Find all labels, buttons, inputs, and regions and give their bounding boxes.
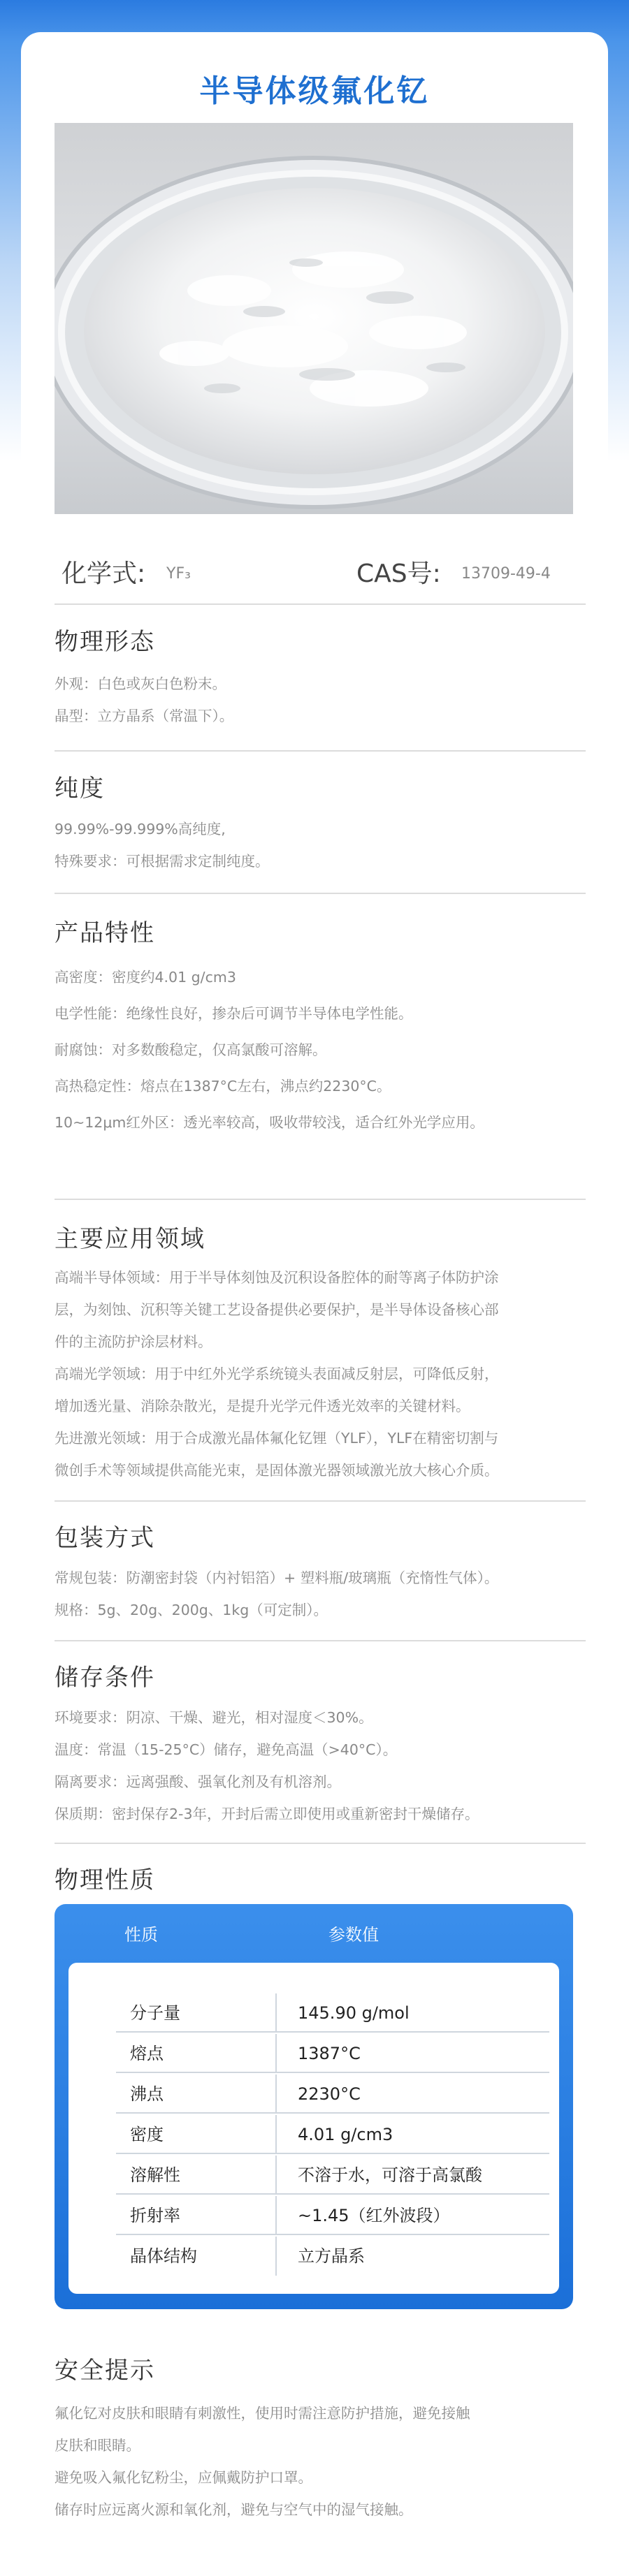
storage-line: 隔离要求：远离强酸、强氧化剂及有机溶剂。 xyxy=(55,1773,341,1790)
features-line: 电学性能：绝缘性良好，掺杂后可调节半导体电学性能。 xyxy=(55,1005,413,1022)
table-cell-value: ~1.45（红外波段） xyxy=(298,2206,450,2225)
divider xyxy=(55,1199,586,1200)
table-cell-value: 4.01 g/cm3 xyxy=(298,2125,393,2144)
section-title-properties: 物理性质 xyxy=(55,1866,155,1894)
table-cell-property: 分子量 xyxy=(116,1993,277,2033)
applications-line: 高端半导体领域：用于半导体刻蚀及沉积设备腔体的耐等离子体防护涂 xyxy=(55,1269,499,1286)
table-cell-value: 145.90 g/mol xyxy=(298,2003,410,2023)
formula-value: YF₃ xyxy=(166,565,191,583)
table-cell-property: 密度 xyxy=(116,2115,277,2154)
content-card xyxy=(21,32,608,2576)
packaging-line: 常规包装：防潮密封袋（内衬铝箔）+ 塑料瓶/玻璃瓶（充惰性气体）。 xyxy=(55,1569,499,1586)
divider xyxy=(55,750,586,752)
divider xyxy=(55,1640,586,1641)
features-line: 高热稳定性：熔点在1387°C左右，沸点约2230°C。 xyxy=(55,1078,391,1095)
table-cell-property: 折射率 xyxy=(116,2196,277,2235)
section-title-form: 物理形态 xyxy=(55,628,155,656)
section-title-packaging: 包装方式 xyxy=(55,1524,155,1552)
formula-label: 化学式: xyxy=(62,559,146,588)
form-line: 外观：白色或灰白色粉末。 xyxy=(55,675,226,692)
packaging-line: 规格：5g、20g、200g、1kg（可定制）。 xyxy=(55,1602,328,1618)
divider xyxy=(55,893,586,894)
section-title-features: 产品特性 xyxy=(55,919,155,947)
table-cell-value: 2230°C xyxy=(298,2084,361,2104)
applications-line: 微创手术等领域提供高能光束，是固体激光器领域激光放大核心介质。 xyxy=(55,1462,499,1479)
table-row xyxy=(116,1993,549,2033)
divider xyxy=(55,603,586,605)
divider xyxy=(55,1500,586,1502)
table-row xyxy=(116,2074,549,2114)
storage-line: 保质期：密封保存2-3年，开封后需立即使用或重新密封干燥储存。 xyxy=(55,1806,479,1822)
cas-value: 13709-49-4 xyxy=(461,565,551,583)
cas-label: CAS号: xyxy=(356,559,441,588)
purity-line: 特殊要求：可根据需求定制纯度。 xyxy=(55,853,270,870)
table-cell-property: 晶体结构 xyxy=(116,2237,277,2276)
applications-line: 先进激光领域：用于合成激光晶体氟化钇锂（YLF），YLF在精密切割与 xyxy=(55,1430,499,1447)
applications-line: 件的主流防护涂层材料。 xyxy=(55,1333,212,1350)
table-header-property: 性质 xyxy=(124,1925,158,1945)
storage-line: 环境要求：阴凉、干燥、避光，相对湿度＜30%。 xyxy=(55,1709,373,1726)
section-title-safety: 安全提示 xyxy=(55,2357,155,2385)
applications-line: 层，为刻蚀、沉积等关键工艺设备提供必要保护，是半导体设备核心部 xyxy=(55,1301,499,1318)
table-cell-value: 不溶于水，可溶于高氯酸 xyxy=(298,2165,482,2185)
petri-dish-powder-image xyxy=(55,123,573,514)
table-row xyxy=(116,2156,549,2195)
section-title-purity: 纯度 xyxy=(55,775,105,803)
properties-table-body xyxy=(68,1963,559,2294)
form-line: 晶型：立方晶系（常温下）。 xyxy=(55,708,234,724)
table-row xyxy=(116,2115,549,2154)
table-cell-value: 立方晶系 xyxy=(298,2246,365,2266)
section-title-applications: 主要应用领域 xyxy=(55,1225,205,1253)
product-photo xyxy=(55,123,573,514)
table-cell-property: 溶解性 xyxy=(116,2156,277,2195)
purity-line: 99.99%-99.999%高纯度, xyxy=(55,821,226,837)
table-row xyxy=(116,2196,549,2235)
section-title-storage: 储存条件 xyxy=(55,1664,155,1692)
safety-line: 储存时应远离火源和氧化剂，避免与空气中的湿气接触。 xyxy=(55,2501,413,2518)
safety-line: 皮肤和眼睛。 xyxy=(55,2437,140,2454)
safety-line: 避免吸入氟化钇粉尘，应佩戴防护口罩。 xyxy=(55,2469,312,2486)
applications-line: 高端光学领域：用于中红外光学系统镜头表面减反射层，可降低反射， xyxy=(55,1366,499,1382)
features-line: 10~12μm红外区：透光率较高，吸收带较浅，适合红外光学应用。 xyxy=(55,1114,484,1131)
safety-line: 氟化钇对皮肤和眼睛有刺激性，使用时需注意防护措施，避免接触 xyxy=(55,2405,470,2422)
table-row xyxy=(116,2034,549,2073)
table-cell-property: 熔点 xyxy=(116,2034,277,2073)
applications-line: 增加透光量、消除杂散光，是提升光学元件透光效率的关键材料。 xyxy=(55,1398,470,1414)
table-row xyxy=(116,2237,549,2276)
storage-line: 温度：常温（15-25°C）储存，避免高温（>40°C）。 xyxy=(55,1741,398,1758)
properties-table xyxy=(55,1904,573,2309)
table-cell-property: 沸点 xyxy=(116,2074,277,2114)
features-line: 耐腐蚀：对多数酸稳定，仅高氯酸可溶解。 xyxy=(55,1041,327,1058)
features-line: 高密度：密度约4.01 g/cm3 xyxy=(55,969,236,986)
page-title: 半导体级氟化钇 xyxy=(199,73,430,109)
table-header-value: 参数值 xyxy=(328,1925,379,1945)
formula-cas-row xyxy=(21,546,608,594)
table-cell-value: 1387°C xyxy=(298,2044,361,2063)
divider xyxy=(55,1843,586,1844)
